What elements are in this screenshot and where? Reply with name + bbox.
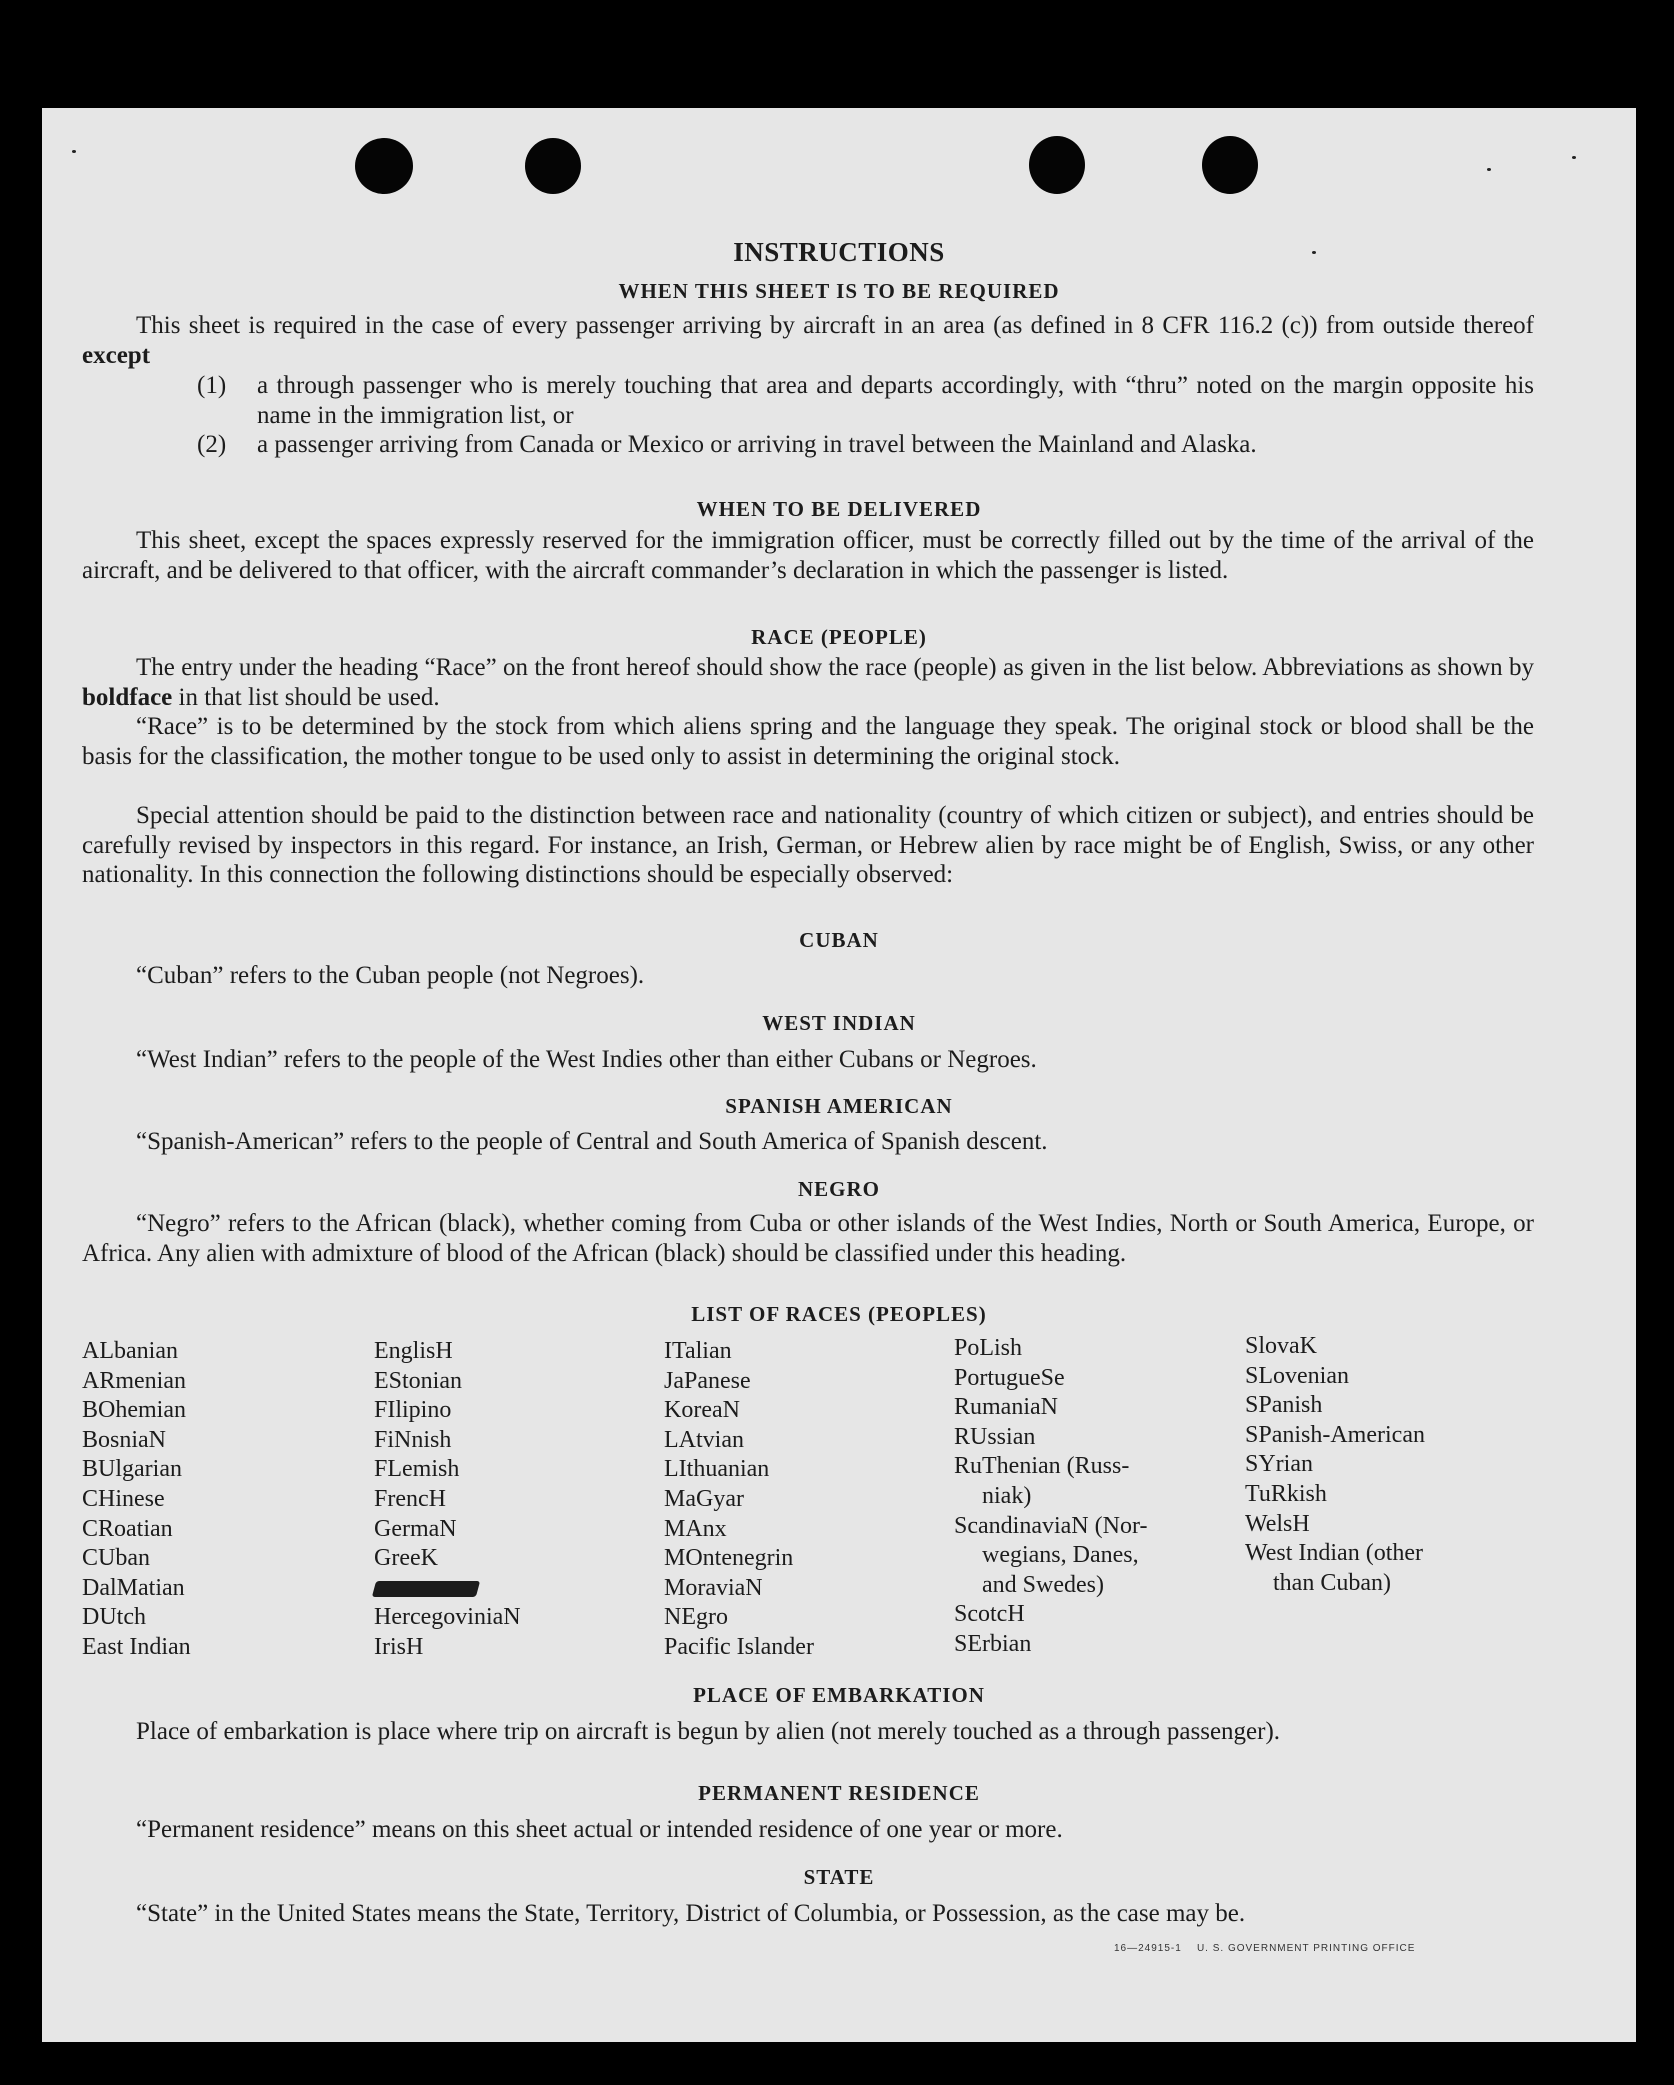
item-number: (1) [197, 372, 227, 399]
race-column-4 [954, 1334, 1147, 1660]
heading-when-delivered: WHEN TO BE DELIVERED [696, 497, 982, 521]
cuban-paragraph: “Cuban” refers to the Cuban people (not Negroes). [136, 962, 645, 989]
race-entry: LIthuanian [664, 1456, 770, 1483]
race-entry: JaPanese [664, 1367, 751, 1394]
race-entry: ALbanian [82, 1338, 178, 1364]
race-entry: CUban [82, 1545, 150, 1572]
race-entry: RuThenian (Russ- [954, 1453, 1130, 1480]
race-entry: DalMatian [82, 1574, 185, 1601]
heading-when-required: WHEN THIS SHEET IS TO BE REQUIRED [618, 279, 1060, 303]
speck [1572, 156, 1576, 159]
race-entry: FLemish [374, 1456, 460, 1483]
race-entry: Pacific Islander [664, 1633, 814, 1660]
embarkation-paragraph: Place of embarkation is place where trip on aircraft is begun by alien (not merely touched as a through passenger). [136, 1718, 1281, 1745]
race-entry: GermaN [374, 1515, 457, 1542]
race-entry: TuRkish [1245, 1480, 1327, 1507]
heading-state: STATE [803, 1865, 875, 1889]
speck [1487, 168, 1491, 171]
race-entry: KoreaN [664, 1397, 740, 1424]
race-entry: MoraviaN [664, 1574, 763, 1601]
race-entry: RUssian [954, 1423, 1036, 1450]
race-p1-a: The entry under the heading “Race” on the front hereof should show the race (people) as given in the list below. Abbreviations as shown by [136, 654, 1534, 681]
race-entry-continued: niak) [982, 1482, 1032, 1509]
race-p1-bold: boldface [82, 683, 173, 711]
negro-paragraph: “Negro” refers to the African (black), whether coming from Cuba or other islands of the West Indies, North or South America, Europe, or Africa. Any alien with admixture of blood of the African (black) should be classified under this heading. [82, 1210, 1534, 1267]
heading-residence: PERMANENT RESIDENCE [698, 1781, 980, 1805]
item-text: a passenger arriving from Canada or Mexico or arriving in travel between the Mainland and Alaska. [257, 431, 1257, 458]
race-entry: MaGyar [664, 1485, 744, 1512]
intro-text: This sheet is required in the case of every passenger arriving by aircraft in an area (as defined in 8 CFR 116.2 (c)) from outside thereof [136, 312, 1534, 339]
race-paragraph-3: Special attention should be paid to the distinction between race and nationality (country of which citizen or subject), and entries should be carefully revised by inspectors in this regard. For instance, an Irish, German, or Hebrew alien by race might be of English, Swiss, or any other nationality. In this connection the following distinctions should be especially observed: [82, 802, 1534, 889]
race-entry: ITalian [664, 1338, 732, 1364]
race-entry: ARmenian [82, 1367, 186, 1394]
page-title: INSTRUCTIONS [733, 237, 945, 267]
race-entry: GreeK [374, 1545, 438, 1572]
race-entry: ScotcH [954, 1601, 1025, 1628]
race-entry: MAnx [664, 1515, 727, 1542]
race-entry: BOhemian [82, 1397, 186, 1424]
race-entry: FiNnish [374, 1426, 452, 1453]
heading-west-indian: WEST INDIAN [762, 1011, 916, 1035]
heading-cuban: CUBAN [799, 928, 879, 952]
race-entry: SlovaK [1245, 1333, 1317, 1359]
form-footer [1114, 1943, 1415, 1954]
race-entry: East Indian [82, 1633, 191, 1660]
race-entry: HercegoviniaN [374, 1604, 521, 1631]
list-item [197, 430, 1534, 460]
race-entry-continued: and Swedes) [982, 1571, 1104, 1598]
intro-paragraph [82, 311, 1534, 370]
race-entry: DUtch [82, 1604, 146, 1631]
race-entry: SPanish-American [1245, 1421, 1425, 1448]
state-paragraph: “State” in the United States means the State, Territory, District of Columbia, or Possession, as the case may be. [136, 1900, 1246, 1927]
punch-hole [1202, 136, 1258, 194]
race-entry: EnglisH [374, 1338, 453, 1364]
race-p1-b: in that list should be used. [178, 683, 440, 711]
race-entry: SPanish [1245, 1392, 1323, 1419]
race-entry: BUlgarian [82, 1456, 182, 1483]
race-entry: MOntenegrin [664, 1545, 794, 1572]
item-number: (2) [197, 431, 227, 458]
race-entry-struck-out [374, 1574, 521, 1604]
printer-line: U. S. GOVERNMENT PRINTING OFFICE [1196, 1943, 1416, 1954]
race-entry: SErbian [954, 1630, 1032, 1657]
strikeout-scribble [372, 1581, 480, 1597]
race-entry: RumaniaN [954, 1394, 1058, 1421]
race-entry: PortugueSe [954, 1364, 1065, 1391]
punch-hole [355, 138, 413, 194]
list-item [197, 371, 1534, 430]
race-column-5 [1245, 1332, 1425, 1598]
delivered-paragraph: This sheet, except the spaces expressly reserved for the immigration officer, must be correctly filled out by the time of the arrival of the aircraft, and be delivered to that officer, with the aircraft commander’s declaration in which the passenger is listed. [82, 527, 1534, 584]
document-sheet [42, 108, 1636, 2042]
race-entry: ScandinaviaN (Nor- [954, 1512, 1148, 1539]
race-entry: CHinese [82, 1485, 165, 1512]
spanish-american-paragraph: “Spanish-American” refers to the people of Central and South America of Spanish descent. [136, 1128, 1048, 1155]
race-paragraph-2: “Race” is to be determined by the stock from which aliens spring and the language they speak. The original stock or blood shall be the basis for the classification, the mother tongue to be used only to assist in determining the original stock. [82, 713, 1534, 770]
heading-spanish-american: SPANISH AMERICAN [725, 1094, 953, 1118]
race-entry: FIlipino [374, 1397, 452, 1424]
race-entry: BosniaN [82, 1426, 166, 1453]
race-column-2 [374, 1337, 521, 1663]
race-paragraph-1 [82, 653, 1534, 712]
race-entry: FrencH [374, 1485, 446, 1512]
race-entry: WelsH [1245, 1510, 1310, 1537]
intro-bold: except [82, 341, 151, 369]
race-entry: SYrian [1245, 1451, 1313, 1478]
heading-race: RACE (PEOPLE) [751, 625, 927, 649]
heading-embarkation: PLACE OF EMBARKATION [693, 1683, 985, 1707]
race-entry: CRoatian [82, 1515, 173, 1542]
race-column-1 [82, 1337, 191, 1663]
punch-hole [525, 138, 581, 194]
residence-paragraph: “Permanent residence” means on this sheet actual or intended residence of one year or more. [136, 1816, 1063, 1843]
heading-list-of-races: LIST OF RACES (PEOPLES) [691, 1302, 987, 1326]
race-entry: West Indian (other [1245, 1540, 1424, 1567]
race-entry: LAtvian [664, 1426, 744, 1453]
speck [72, 150, 76, 153]
race-entry: SLovenian [1245, 1362, 1349, 1389]
race-column-3 [664, 1337, 814, 1663]
race-entry: IrisH [374, 1633, 424, 1660]
item-text: a through passenger who is merely touching that area and departs accordingly, with “thru” noted on the margin opposite his name in the immigration list, or [257, 372, 1534, 429]
west-indian-paragraph: “West Indian” refers to the people of the West Indies other than either Cubans or Negroes. [136, 1046, 1037, 1073]
race-entry: NEgro [664, 1604, 728, 1631]
form-number: 16—24915-1 [1114, 1943, 1182, 1954]
race-entry: PoLish [954, 1335, 1023, 1361]
punch-hole [1029, 136, 1085, 194]
race-entry-continued: than Cuban) [1273, 1569, 1391, 1596]
race-entry-continued: wegians, Danes, [982, 1542, 1139, 1569]
race-entry: EStonian [374, 1367, 462, 1394]
heading-negro: NEGRO [797, 1177, 880, 1201]
